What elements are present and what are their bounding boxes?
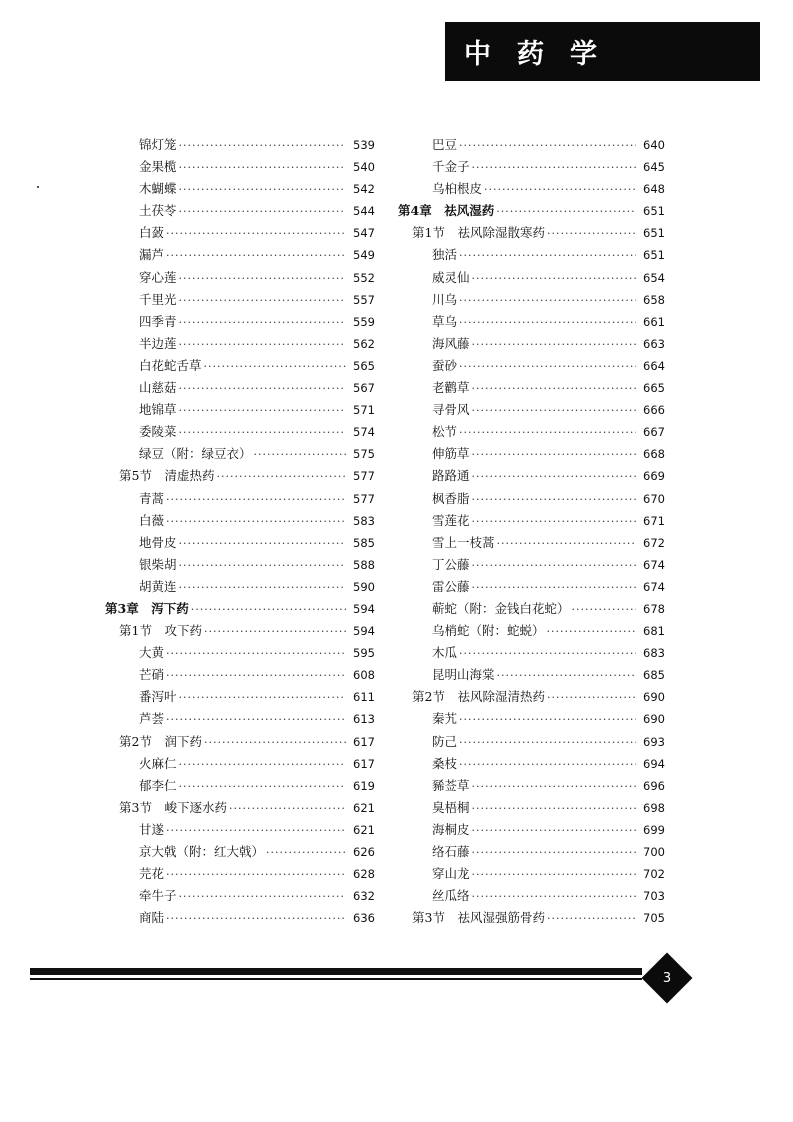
toc-entry-title: 土茯苓 bbox=[139, 203, 177, 219]
toc-entry-title: 臭梧桐 bbox=[432, 799, 470, 815]
toc-entry[interactable] bbox=[105, 290, 375, 312]
dot-leader bbox=[204, 360, 346, 373]
toc-entry-page: 567 bbox=[353, 381, 375, 396]
dot-leader bbox=[547, 625, 636, 638]
toc-entry-title: 枫香脂 bbox=[432, 490, 470, 506]
dot-leader bbox=[472, 802, 636, 815]
toc-entry-title: 穿心莲 bbox=[139, 269, 177, 285]
dot-leader bbox=[472, 559, 636, 572]
toc-entry-page: 699 bbox=[643, 822, 665, 837]
toc-entry-page: 594 bbox=[353, 624, 375, 639]
toc-entry-page: 588 bbox=[353, 557, 375, 572]
dot-leader bbox=[459, 758, 636, 771]
toc-entry[interactable] bbox=[105, 157, 375, 179]
toc-entry[interactable] bbox=[105, 312, 375, 334]
toc-entry-title: 第5节 清虚热药 bbox=[119, 468, 215, 484]
toc-entry-title: 白花蛇舌草 bbox=[139, 357, 202, 373]
toc-entry-title: 乌桕根皮 bbox=[432, 181, 483, 197]
toc-entry[interactable] bbox=[105, 533, 375, 555]
toc-entry-page: 595 bbox=[353, 646, 375, 661]
dot-leader bbox=[216, 470, 346, 483]
toc-entry-page: 693 bbox=[643, 734, 665, 749]
toc-entry-page: 663 bbox=[643, 336, 665, 351]
toc-entry[interactable] bbox=[105, 555, 375, 577]
toc-entry-page: 574 bbox=[353, 425, 375, 440]
toc-entry-title: 络石藤 bbox=[432, 844, 470, 859]
toc-entry-page: 585 bbox=[353, 535, 375, 550]
dot-leader bbox=[472, 404, 636, 417]
dot-leader bbox=[472, 338, 636, 351]
dot-leader bbox=[484, 183, 636, 196]
toc-entry-page: 664 bbox=[643, 358, 665, 373]
toc-entry-page: 617 bbox=[353, 734, 375, 749]
dot-leader bbox=[472, 493, 636, 506]
dot-leader bbox=[179, 758, 346, 771]
toc-entry-title: 蕲蛇（附：金钱白花蛇） bbox=[432, 600, 570, 616]
toc-entry-title: 独活 bbox=[432, 247, 458, 263]
dot-leader bbox=[497, 669, 636, 682]
dot-leader bbox=[459, 736, 636, 749]
toc-entry[interactable] bbox=[398, 444, 665, 466]
dot-leader bbox=[472, 448, 636, 461]
toc-entry[interactable] bbox=[105, 268, 375, 290]
dot-leader bbox=[472, 824, 636, 837]
toc-entry[interactable] bbox=[398, 135, 665, 157]
toc-entry-page: 594 bbox=[353, 601, 375, 616]
toc-entry-page: 557 bbox=[353, 292, 375, 307]
toc-entry[interactable] bbox=[398, 776, 665, 798]
toc-chapter[interactable] bbox=[105, 599, 375, 621]
toc-entry[interactable] bbox=[398, 599, 665, 621]
dot-leader bbox=[179, 426, 346, 439]
dot-leader bbox=[472, 868, 636, 881]
header-bar bbox=[445, 22, 760, 81]
toc-entry-title: 千金子 bbox=[432, 159, 470, 175]
toc-entry-title: 牵牛子 bbox=[139, 888, 177, 904]
toc-entry[interactable] bbox=[398, 334, 665, 356]
toc-entry[interactable] bbox=[105, 886, 375, 908]
toc-entry[interactable] bbox=[398, 555, 665, 577]
toc-entry-page: 542 bbox=[353, 182, 375, 197]
toc-section[interactable] bbox=[398, 908, 665, 930]
dot-leader bbox=[459, 426, 636, 439]
toc-entry[interactable] bbox=[105, 842, 375, 864]
toc-entry-page: 666 bbox=[643, 403, 665, 418]
footer-rule bbox=[30, 968, 642, 975]
toc-entry-title: 芫花 bbox=[139, 866, 165, 882]
toc-entry-title: 委陵菜 bbox=[139, 424, 177, 440]
toc-entry-title: 第4章 祛风湿药 bbox=[398, 203, 495, 219]
toc-entry-page: 577 bbox=[353, 469, 375, 484]
toc-entry-page: 705 bbox=[643, 911, 665, 926]
dot-leader bbox=[166, 912, 346, 925]
dot-leader bbox=[472, 846, 636, 859]
toc-entry-title: 第2节 祛风除湿清热药 bbox=[412, 689, 545, 705]
dot-leader bbox=[547, 912, 636, 925]
toc-entry-title: 白薇 bbox=[139, 512, 165, 528]
dot-leader bbox=[179, 581, 346, 594]
dot-leader bbox=[179, 691, 346, 704]
dot-leader bbox=[179, 537, 346, 550]
toc-entry[interactable] bbox=[105, 687, 375, 709]
toc-entry-page: 562 bbox=[353, 336, 375, 351]
dot-leader bbox=[179, 382, 346, 395]
toc-section[interactable] bbox=[105, 798, 375, 820]
dot-leader bbox=[204, 625, 346, 638]
toc-entry-title: 青蒿 bbox=[139, 490, 165, 506]
toc-entry-title: 蚕砂 bbox=[432, 357, 458, 373]
toc-entry-page: 608 bbox=[353, 668, 375, 683]
toc-entry-page: 669 bbox=[643, 469, 665, 484]
toc-entry-title: 草乌 bbox=[432, 313, 458, 329]
toc-entry[interactable] bbox=[398, 356, 665, 378]
toc-entry-title: 路路通 bbox=[432, 468, 470, 484]
toc-entry-page: 611 bbox=[353, 690, 375, 705]
toc-entry[interactable] bbox=[398, 577, 665, 599]
toc-entry[interactable] bbox=[105, 400, 375, 422]
toc-entry-title: 木瓜 bbox=[432, 645, 458, 661]
toc-entry-page: 658 bbox=[643, 292, 665, 307]
toc-entry[interactable] bbox=[398, 466, 665, 488]
toc-entry[interactable] bbox=[398, 533, 665, 555]
toc-entry[interactable] bbox=[398, 621, 665, 643]
toc-entry-page: 549 bbox=[353, 248, 375, 263]
dot-leader bbox=[459, 647, 636, 660]
toc-entry-title: 防己 bbox=[432, 733, 458, 749]
toc-entry[interactable] bbox=[398, 709, 665, 731]
dot-leader bbox=[191, 603, 346, 616]
toc-entry-page: 703 bbox=[643, 889, 665, 904]
toc-entry[interactable] bbox=[105, 223, 375, 245]
toc-entry-page: 651 bbox=[643, 226, 665, 241]
toc-entry-title: 大黄 bbox=[139, 645, 165, 661]
book-title: 中药学 bbox=[464, 39, 623, 70]
toc-entry[interactable] bbox=[105, 179, 375, 201]
dot-leader bbox=[472, 161, 636, 174]
toc-entry[interactable] bbox=[105, 511, 375, 533]
toc-entry-page: 571 bbox=[353, 403, 375, 418]
toc-entry-title: 商陆 bbox=[139, 910, 165, 926]
toc-column-left bbox=[105, 135, 375, 930]
dot-leader bbox=[497, 537, 636, 550]
toc-entry[interactable] bbox=[398, 886, 665, 908]
toc-entry[interactable] bbox=[398, 842, 665, 864]
toc-entry-page: 667 bbox=[643, 425, 665, 440]
toc-entry-title: 地骨皮 bbox=[139, 534, 177, 550]
dot-leader bbox=[166, 669, 346, 682]
toc-entry-title: 金果榄 bbox=[139, 159, 177, 175]
toc-entry-page: 613 bbox=[353, 712, 375, 727]
dot-leader bbox=[472, 382, 636, 395]
toc-entry-page: 698 bbox=[643, 800, 665, 815]
toc-entry[interactable] bbox=[105, 776, 375, 798]
toc-entry-page: 670 bbox=[643, 491, 665, 506]
dot-leader bbox=[179, 338, 346, 351]
toc-entry-title: 乌梢蛇（附：蛇蜕） bbox=[432, 623, 545, 639]
dot-leader bbox=[166, 515, 346, 528]
toc-entry-page: 678 bbox=[643, 601, 665, 616]
toc-entry[interactable] bbox=[398, 864, 665, 886]
toc-entry-title: 雷公藤 bbox=[432, 578, 470, 594]
dot-leader bbox=[179, 161, 346, 174]
toc-entry[interactable] bbox=[105, 577, 375, 599]
toc-entry[interactable] bbox=[398, 643, 665, 665]
toc-entry[interactable] bbox=[105, 489, 375, 511]
toc-entry[interactable] bbox=[105, 444, 375, 466]
toc-entry-page: 626 bbox=[353, 845, 375, 859]
dot-leader bbox=[204, 736, 346, 749]
toc-entry-title: 第3节 祛风湿强筋骨药 bbox=[412, 910, 545, 926]
toc-entry[interactable] bbox=[398, 290, 665, 312]
toc-entry[interactable] bbox=[105, 643, 375, 665]
dot-leader bbox=[179, 294, 346, 307]
toc-entry[interactable] bbox=[105, 334, 375, 356]
toc-entry-title: 秦艽 bbox=[432, 711, 458, 727]
dot-leader bbox=[179, 183, 346, 196]
toc-entry-page: 636 bbox=[353, 911, 375, 926]
toc-entry-title: 雪上一枝蒿 bbox=[432, 534, 495, 550]
toc-entry-title: 第3章 泻下药 bbox=[105, 600, 189, 616]
toc-entry-title: 地锦草 bbox=[139, 402, 177, 418]
toc-entry[interactable] bbox=[105, 201, 375, 223]
dot-leader bbox=[459, 139, 636, 152]
toc-entry-title: 银柴胡 bbox=[139, 556, 177, 572]
dot-leader bbox=[166, 824, 346, 837]
toc-entry-title: 半边莲 bbox=[139, 335, 177, 351]
dot-leader bbox=[179, 205, 346, 218]
toc-entry-page: 621 bbox=[353, 800, 375, 815]
dot-leader bbox=[472, 470, 636, 483]
toc-entry-page: 632 bbox=[353, 889, 375, 904]
toc-entry-page: 590 bbox=[353, 579, 375, 594]
toc-entry-page: 619 bbox=[353, 778, 375, 793]
toc-entry-title: 芒硝 bbox=[139, 667, 165, 683]
toc-entry-page: 651 bbox=[643, 204, 665, 219]
toc-entry[interactable] bbox=[398, 422, 665, 444]
toc-entry-title: 第1节 攻下药 bbox=[119, 623, 202, 639]
toc-entry-page: 665 bbox=[643, 381, 665, 396]
toc-entry-title: 郁李仁 bbox=[139, 777, 177, 793]
toc-entry-title: 火麻仁 bbox=[139, 755, 177, 771]
toc-section[interactable] bbox=[105, 621, 375, 643]
toc-entry[interactable] bbox=[105, 245, 375, 267]
toc-column-right bbox=[398, 135, 665, 930]
scan-speck bbox=[37, 186, 39, 188]
toc-entry-title: 昆明山海棠 bbox=[432, 667, 495, 683]
toc-section[interactable] bbox=[105, 466, 375, 488]
toc-section[interactable] bbox=[105, 732, 375, 754]
toc-entry-page: 685 bbox=[643, 668, 665, 683]
dot-leader bbox=[547, 227, 636, 240]
toc-entry-title: 丝瓜络 bbox=[432, 888, 470, 904]
toc-entry-page: 552 bbox=[353, 270, 375, 285]
dot-leader bbox=[472, 780, 636, 793]
toc-entry-page: 694 bbox=[643, 756, 665, 771]
dot-leader bbox=[166, 713, 346, 726]
toc-entry-title: 芦荟 bbox=[139, 711, 165, 727]
footer-rule-thin bbox=[30, 978, 642, 980]
toc-entry-page: 668 bbox=[643, 447, 665, 462]
toc-entry[interactable] bbox=[105, 820, 375, 842]
toc-entry-title: 锦灯笼 bbox=[139, 137, 177, 152]
toc-entry-title: 松节 bbox=[432, 424, 458, 440]
toc-entry-page: 540 bbox=[353, 160, 375, 175]
toc-entry-page: 661 bbox=[643, 314, 665, 329]
toc-entry-page: 683 bbox=[643, 646, 665, 661]
dot-leader bbox=[459, 249, 636, 262]
toc-entry-page: 702 bbox=[643, 867, 665, 882]
dot-leader bbox=[254, 448, 346, 461]
toc-entry-page: 640 bbox=[643, 138, 665, 152]
dot-leader bbox=[572, 603, 636, 616]
toc-entry-page: 583 bbox=[353, 513, 375, 528]
toc-entry[interactable] bbox=[398, 179, 665, 201]
toc-chapter[interactable] bbox=[398, 201, 665, 223]
dot-leader bbox=[459, 713, 636, 726]
dot-leader bbox=[179, 316, 346, 329]
toc-entry-page: 648 bbox=[643, 182, 665, 197]
toc-entry-title: 白蔹 bbox=[139, 225, 165, 241]
dot-leader bbox=[179, 272, 346, 285]
dot-leader bbox=[179, 890, 346, 903]
dot-leader bbox=[179, 404, 346, 417]
toc-entry[interactable] bbox=[398, 511, 665, 533]
toc-entry-title: 豨莶草 bbox=[432, 777, 470, 793]
toc-entry-title: 雪莲花 bbox=[432, 512, 470, 528]
toc-entry-title: 番泻叶 bbox=[139, 689, 177, 705]
toc-entry-title: 伸筋草 bbox=[432, 446, 470, 462]
dot-leader bbox=[166, 249, 346, 262]
dot-leader bbox=[459, 316, 636, 329]
toc-entry-page: 645 bbox=[643, 160, 665, 175]
toc-entry-title: 寻骨风 bbox=[432, 402, 470, 418]
toc-section[interactable] bbox=[398, 223, 665, 245]
dot-leader bbox=[472, 890, 636, 903]
toc-entry-title: 第1节 祛风除湿散寒药 bbox=[412, 225, 545, 241]
toc-entry[interactable] bbox=[398, 798, 665, 820]
toc-entry[interactable] bbox=[105, 908, 375, 930]
dot-leader bbox=[229, 802, 346, 815]
dot-leader bbox=[266, 846, 346, 859]
toc-entry-page: 617 bbox=[353, 756, 375, 771]
toc-entry-page: 700 bbox=[643, 845, 665, 859]
toc-entry-title: 威灵仙 bbox=[432, 269, 470, 285]
dot-leader bbox=[496, 205, 636, 218]
toc-entry-page: 654 bbox=[643, 270, 665, 285]
toc-entry-title: 第3节 峻下逐水药 bbox=[119, 799, 227, 815]
toc-entry-page: 544 bbox=[353, 204, 375, 219]
page-number: 3 bbox=[662, 970, 672, 986]
toc-entry-page: 547 bbox=[353, 226, 375, 241]
dot-leader bbox=[179, 559, 346, 572]
toc-entry-page: 690 bbox=[643, 712, 665, 727]
toc-entry-page: 681 bbox=[643, 624, 665, 639]
dot-leader bbox=[166, 647, 346, 660]
toc-entry-title: 海桐皮 bbox=[432, 821, 470, 837]
toc-entry[interactable] bbox=[105, 665, 375, 687]
toc-entry[interactable] bbox=[398, 400, 665, 422]
dot-leader bbox=[166, 493, 346, 506]
dot-leader bbox=[166, 868, 346, 881]
toc-entry-title: 老鹳草 bbox=[432, 380, 470, 396]
toc-entry-title: 木蝴蝶 bbox=[139, 181, 177, 197]
toc-entry[interactable] bbox=[105, 754, 375, 776]
toc-entry[interactable] bbox=[398, 312, 665, 334]
toc-entry[interactable] bbox=[398, 754, 665, 776]
toc-entry[interactable] bbox=[398, 820, 665, 842]
dot-leader bbox=[179, 780, 346, 793]
toc-entry-page: 674 bbox=[643, 579, 665, 594]
toc-entry-page: 621 bbox=[353, 822, 375, 837]
toc-entry-title: 胡黄连 bbox=[139, 578, 177, 594]
dot-leader bbox=[459, 360, 636, 373]
toc-entry[interactable] bbox=[398, 157, 665, 179]
toc-entry[interactable] bbox=[105, 135, 375, 157]
toc-entry-title: 四季青 bbox=[139, 313, 177, 329]
toc-section[interactable] bbox=[398, 687, 665, 709]
toc-entry[interactable] bbox=[105, 378, 375, 400]
dot-leader bbox=[166, 227, 346, 240]
toc-entry-page: 559 bbox=[353, 314, 375, 329]
toc-entry-title: 海风藤 bbox=[432, 335, 470, 351]
toc-entry-title: 甘遂 bbox=[139, 821, 165, 837]
toc-entry-page: 651 bbox=[643, 248, 665, 263]
toc-entry[interactable] bbox=[398, 245, 665, 267]
dot-leader bbox=[459, 294, 636, 307]
toc-entry-title: 川乌 bbox=[432, 291, 458, 307]
toc-entry-page: 672 bbox=[643, 535, 665, 550]
toc-entry[interactable] bbox=[398, 268, 665, 290]
toc-entry-title: 绿豆（附：绿豆衣） bbox=[139, 446, 252, 462]
toc-entry[interactable] bbox=[398, 732, 665, 754]
toc-entry-title: 桑枝 bbox=[432, 755, 458, 771]
toc-entry-title: 山慈菇 bbox=[139, 380, 177, 396]
toc-entry-title: 京大戟（附：红大戟） bbox=[139, 844, 265, 859]
toc-entry-page: 696 bbox=[643, 778, 665, 793]
toc-entry-title: 巴豆 bbox=[432, 137, 458, 152]
toc-entry-title: 漏芦 bbox=[139, 247, 165, 263]
toc-entry-title: 千里光 bbox=[139, 291, 177, 307]
toc-entry[interactable] bbox=[105, 709, 375, 731]
toc-entry[interactable] bbox=[398, 378, 665, 400]
toc-entry-title: 丁公藤 bbox=[432, 556, 470, 572]
toc-entry[interactable] bbox=[105, 422, 375, 444]
toc-entry-page: 690 bbox=[643, 690, 665, 705]
dot-leader bbox=[472, 272, 636, 285]
toc-entry-page: 575 bbox=[353, 447, 375, 462]
dot-leader bbox=[472, 515, 636, 528]
toc-entry[interactable] bbox=[398, 665, 665, 687]
toc-entry-page: 565 bbox=[353, 358, 375, 373]
dot-leader bbox=[472, 581, 636, 594]
toc-entry-page: 539 bbox=[353, 138, 375, 152]
toc-entry[interactable] bbox=[398, 489, 665, 511]
dot-leader bbox=[179, 139, 346, 152]
dot-leader bbox=[547, 691, 636, 704]
toc-entry-page: 674 bbox=[643, 557, 665, 572]
toc-entry-page: 671 bbox=[643, 513, 665, 528]
toc-entry-page: 628 bbox=[353, 867, 375, 882]
toc-entry[interactable] bbox=[105, 356, 375, 378]
toc-entry[interactable] bbox=[105, 864, 375, 886]
toc-entry-title: 第2节 润下药 bbox=[119, 733, 202, 749]
toc-entry-page: 577 bbox=[353, 491, 375, 506]
toc-entry-title: 穿山龙 bbox=[432, 866, 470, 882]
